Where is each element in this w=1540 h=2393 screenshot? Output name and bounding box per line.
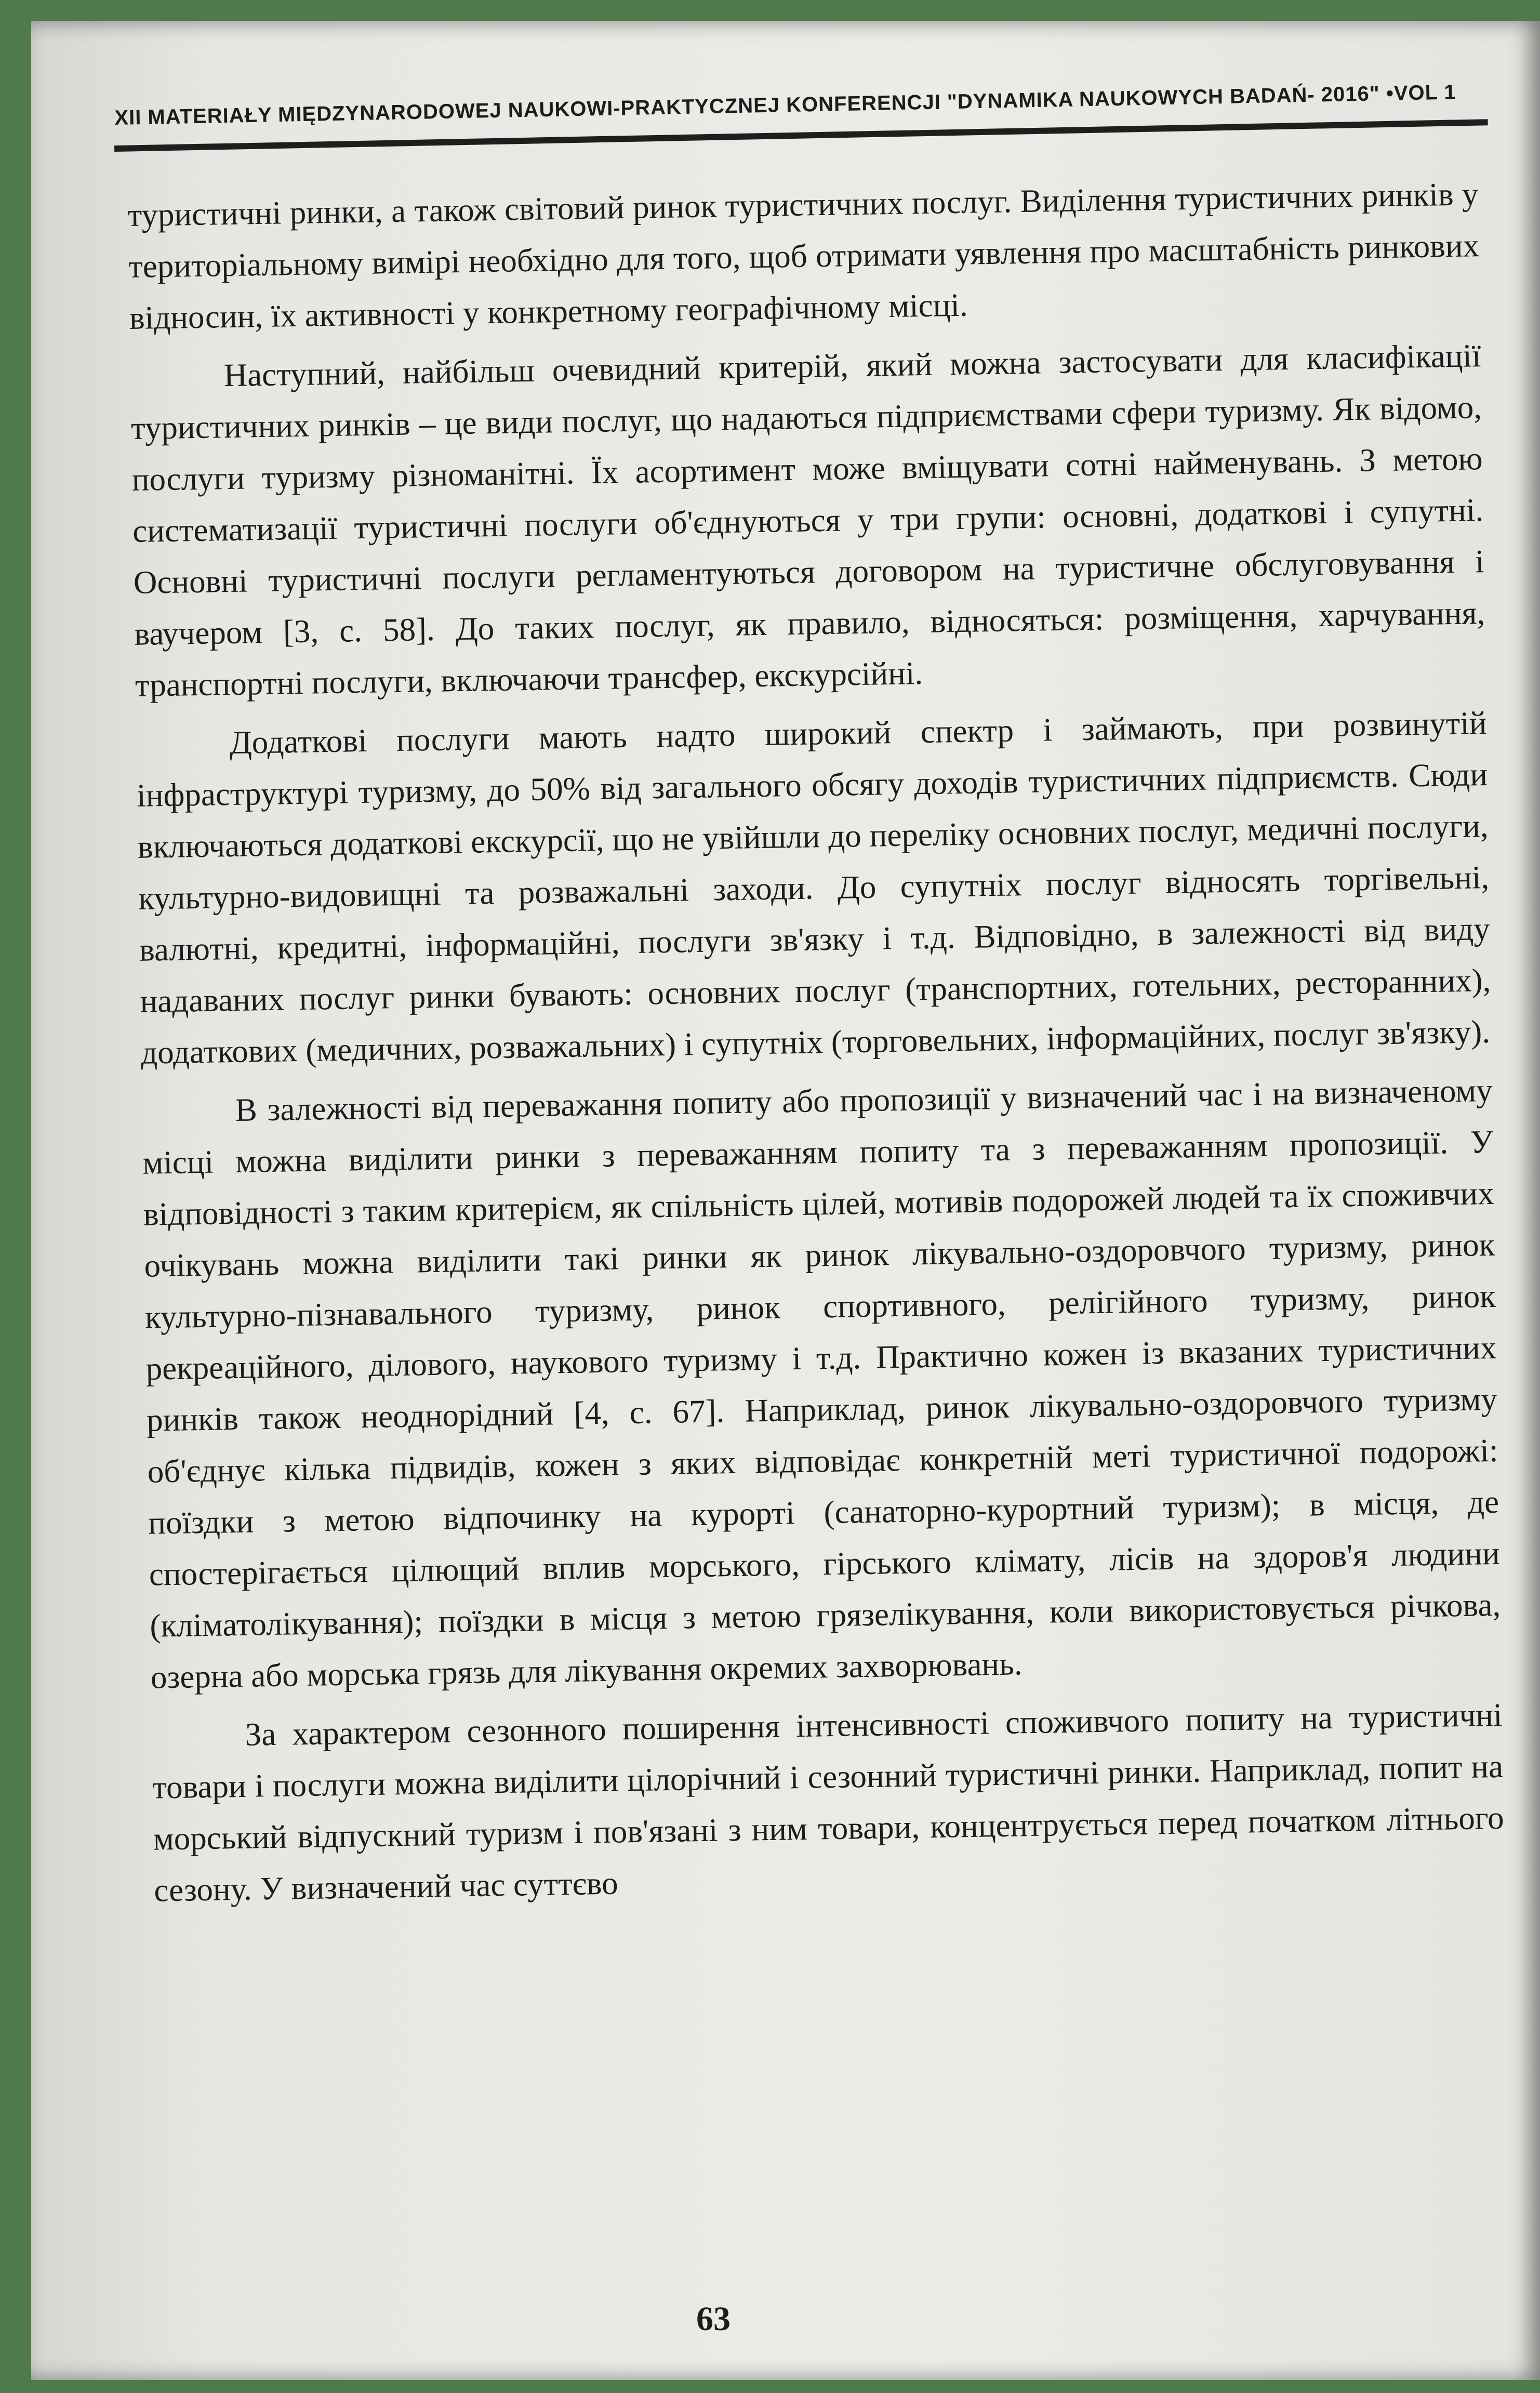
paragraph-4: В залежності від переважання попиту або пропозиції у визначений час і на визначеному місці можна виділити ринки з переважанням попиту та з переважанням пропозиції. У відповідності з таким критерієм, як спільність цілей, мотивів подорожей людей та їх споживчих очікувань можна виділити такі ринки як ринок лікувально-оздоровчого туризму, ринок культурно-пізнавального туризму, ринок спортивного, релігійного туризму, ринок рекреаційного, ділового, наукового туризму і т.д. Практично кожен із вказаних туристичних ринків також неоднорідний [4, с. 67]. Наприклад, ринок лікувально-оздоровчого туризму об'єднує кілька підвидів, кожен з яких відповідає конкретній меті туристичної подорожі: поїздки з метою відпочинку на курорті (санаторно-курортний туризм); в місця, де спостерігається цілющий вплив морського, гірського клімату, лісів на здоров'я людини (кліматолікування); поїздки в місця з метою грязелікування, коли використовується річкова, озерна або морська грязь для лікування окремих захворювань. [142, 1072, 1501, 1696]
book-page [31, 21, 1540, 2380]
running-header: XII MATERIAŁY MIĘDZYNARODOWEJ NAUKOWI-PRAKTYCZNEJ KONFERENCJI "DYNAMIKA NAUKOWYCH BADAŃ- 2016" •VOL 1 [114, 81, 1457, 129]
page-number: 63 [696, 2300, 731, 2338]
paragraph-1: туристичні ринки, а також світовий ринок туристичних послуг. Виділення туристичних ринків у територіальному вимірі необхідно для того, щоб отримати уявлення про масштабність ринкових відносин, їх активності у конкретному географічному місці. [127, 176, 1480, 336]
paragraph-2: Наступний, найбільш очевидний критерій, який можна застосувати для класифікації туристичних ринків – це види послуг, що надаються підприємствами сфери туризму. Як відомо, послуги туризму різноманітні. Їх асортимент може вміщувати сотні найменувань. З метою систематизації туристичні послуги об'єднуються у три групи: основні, додаткові і супутні. Основні туристичні послуги регламентуються договором на туристичне обслуговування і ваучером [3, с. 58]. До таких послуг, як правило, відносяться: розміщення, харчування, транспортні послуги, включаючи трансфер, екскурсійні. [130, 337, 1485, 704]
paragraph-3: Додаткові послуги мають надто широкий спектр і займають, при розвинутій інфраструктурі туризму, до 50% від загального обсягу доходів туристичних підприємств. Сюди включаються додаткові екскурсії, що не увійшли до переліку основних послуг, медичні послуги, культурно-видовищні та розважальні заходи. До супутніх послуг відносять торгівельні, валютні, кредитні, інформаційні, послуги зв'язку і т.д. Відповідно, в залежності від виду надаваних послуг ринки бувають: основних послуг (транспортних, готельних, ресторанних), додаткових (медичних, розважальних) і супутніх (торговельних, інформаційних, послуг зв'язку). [136, 705, 1491, 1071]
paragraph-5: За характером сезонного поширення інтенсивності споживчого попиту на туристичні товари і послуги можна виділити цілорічний і сезонний туристичні ринки. Наприклад, попит на морський відпускний туризм і пов'язані з ним товари, концентрується перед початком літнього сезону. У визначений час суттєво [152, 1696, 1505, 1909]
page-body [127, 168, 1505, 1923]
